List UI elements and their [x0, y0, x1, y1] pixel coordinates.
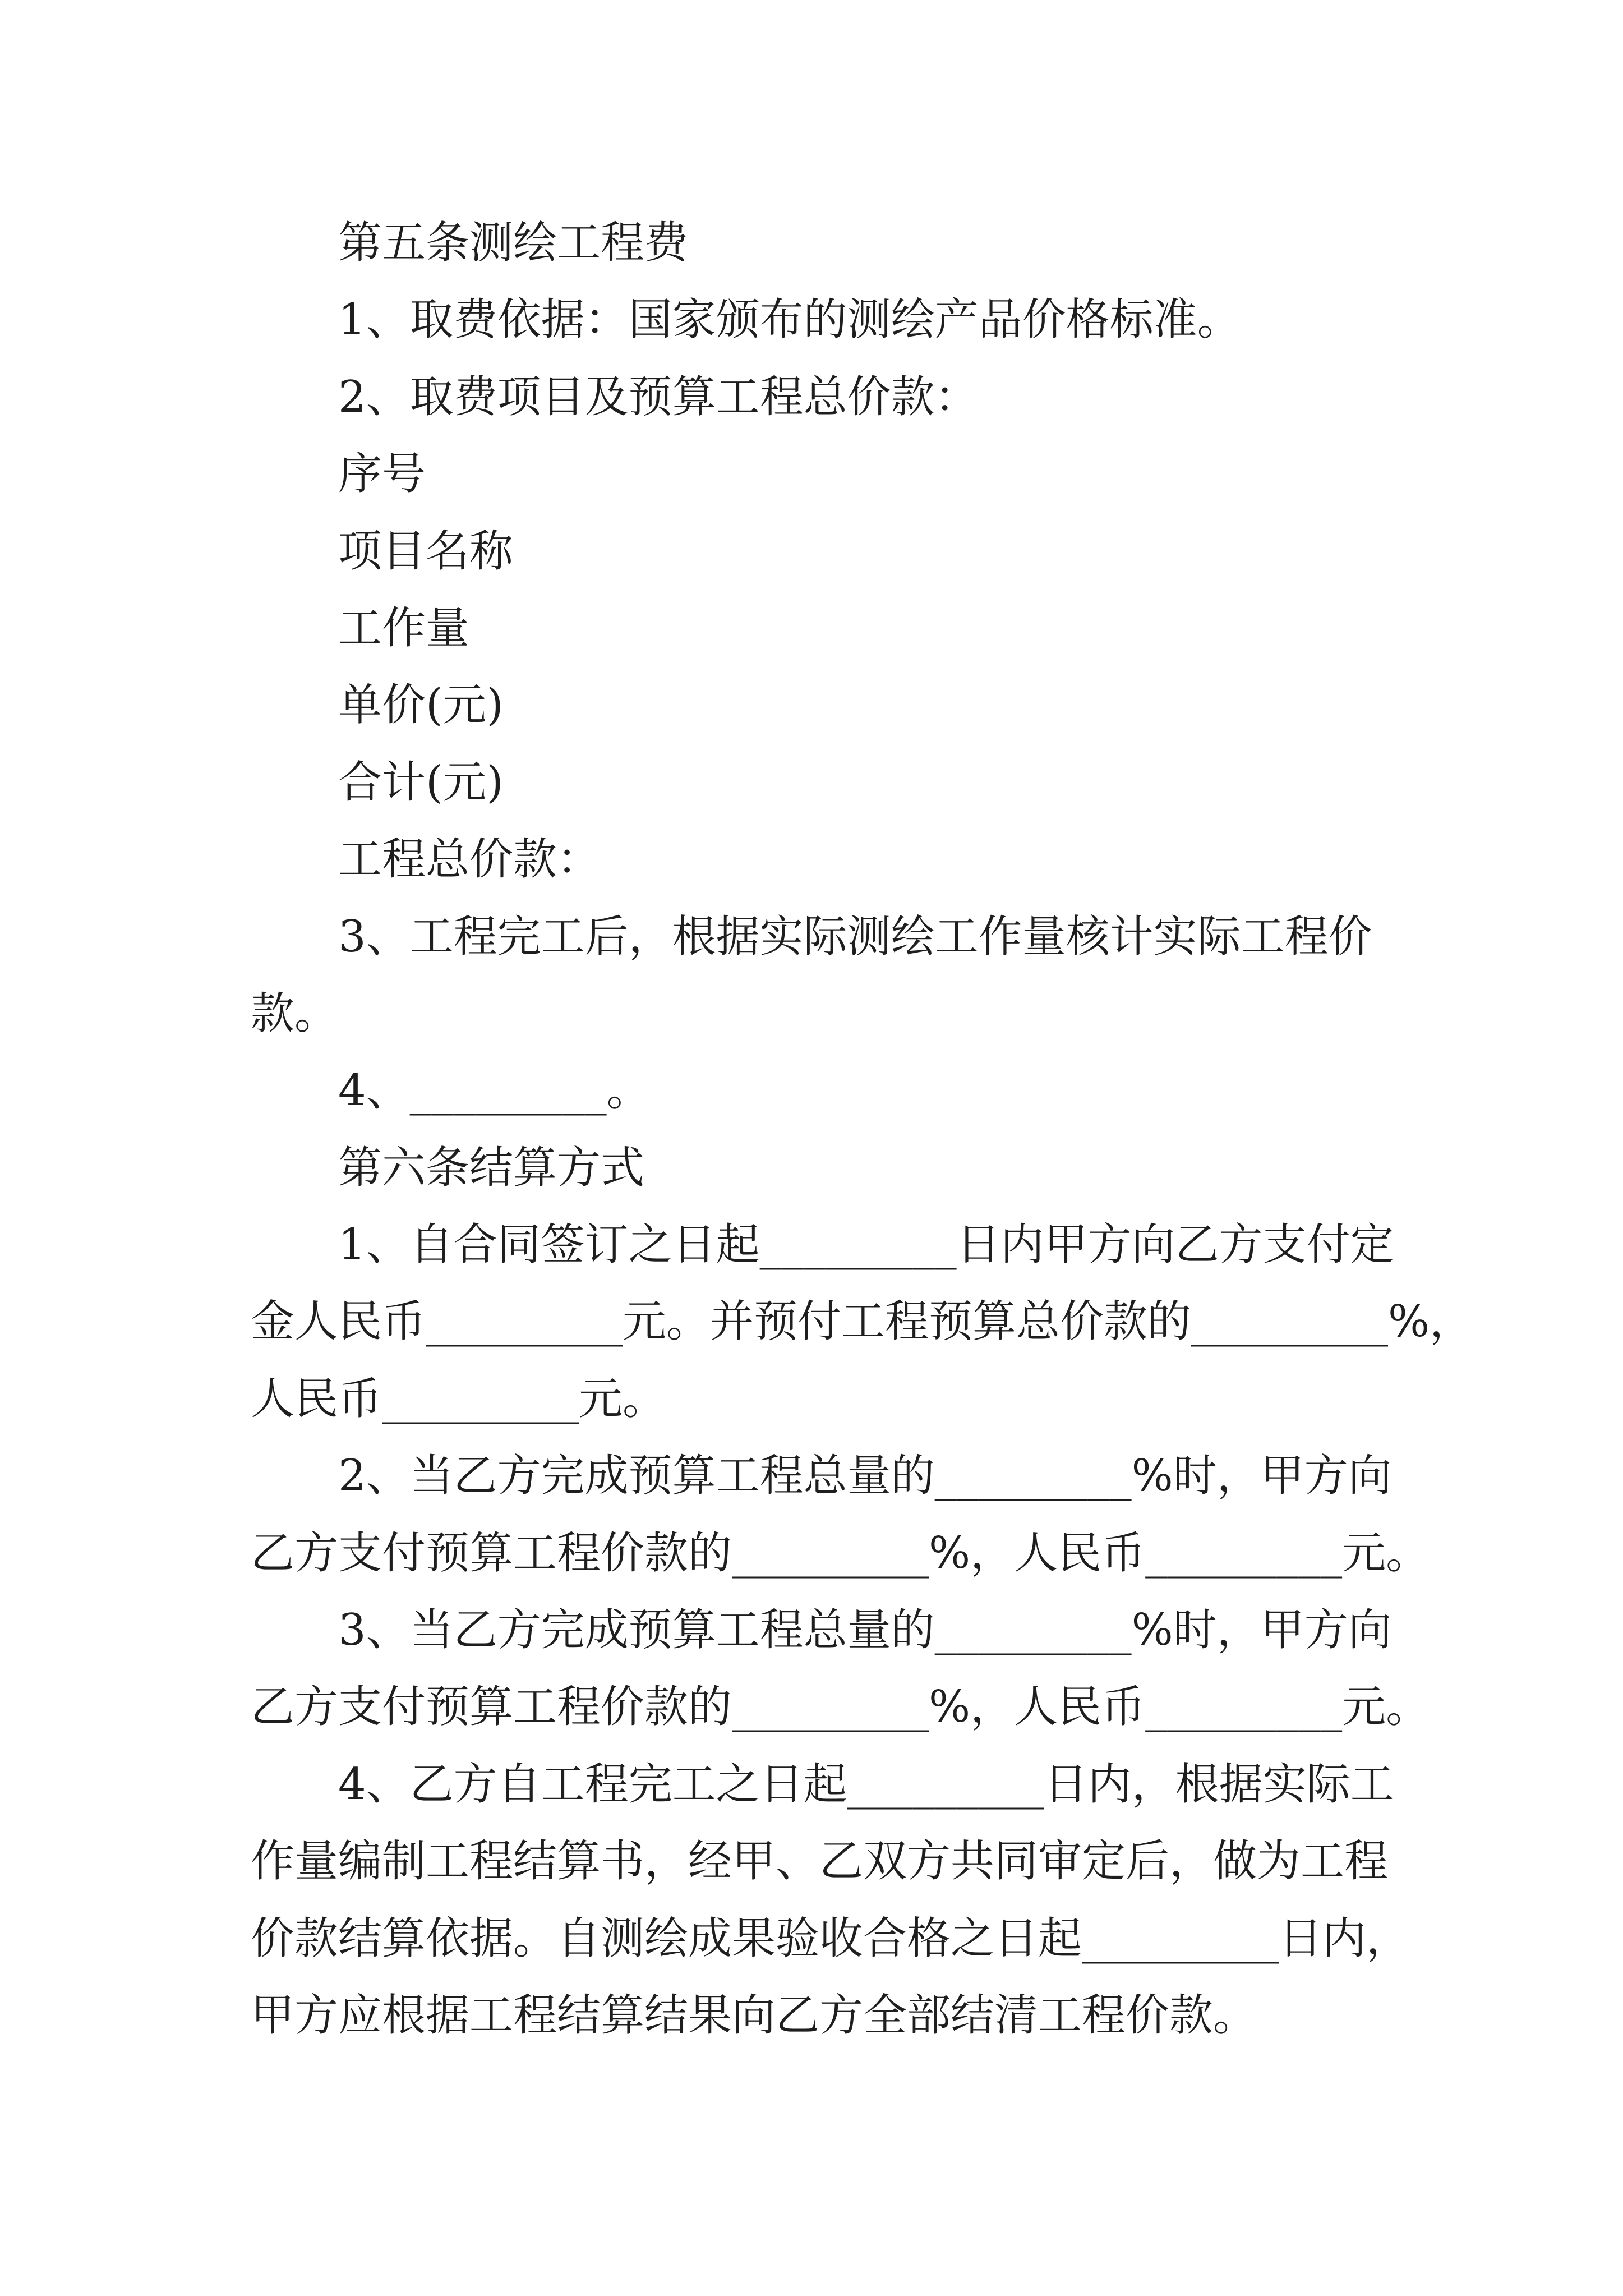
text-line: 3、工程完工后，根据实际测绘工作量核计实际工程价: [338, 911, 1372, 962]
text-line: 工程总价款：: [338, 834, 601, 885]
clause-item: [251, 1052, 1484, 1129]
text-line: 第五条测绘工程费: [338, 218, 689, 268]
text-line: 合计(元): [338, 757, 504, 808]
table-header-item: [251, 590, 1484, 667]
text-line: 价款结算依据。自测绘成果验收合格之日起_________日内，: [251, 1913, 1410, 1964]
table-header-item: [251, 513, 1484, 590]
text-line: 第六条结算方式: [338, 1142, 645, 1193]
text-line: 金人民币_________元。并预付工程预算总价款的_________%，: [251, 1296, 1474, 1347]
document-body: [251, 205, 1484, 2054]
clause-item: [251, 359, 1484, 436]
text-line: 项目名称: [338, 526, 514, 577]
table-header-item: [251, 667, 1484, 744]
text-line: 4、_________。: [338, 1065, 651, 1116]
clause-item: [251, 1438, 1484, 1592]
table-header-item: [251, 436, 1484, 513]
text-line: 2、取费项目及预算工程总价款：: [338, 371, 979, 422]
text-line: 乙方支付预算工程价款的_________%，人民币_________元。: [251, 1682, 1430, 1733]
text-line: 人民币_________元。: [251, 1373, 667, 1424]
article-heading: [251, 205, 1484, 282]
clause-item: [251, 1746, 1484, 2055]
text-line: 序号: [338, 449, 426, 500]
text-line: 4、乙方自工程完工之日起_________日内，根据实际工: [338, 1759, 1394, 1810]
total-price-label: [251, 821, 1484, 898]
text-line: 1、取费依据：国家颁布的测绘产品价格标准。: [338, 295, 1241, 346]
clause-item: [251, 1592, 1484, 1746]
table-header-item: [251, 744, 1484, 821]
text-line: 1、自合同签订之日起_________日内甲方向乙方支付定: [338, 1220, 1394, 1271]
text-line: 3、当乙方完成预算工程总量的_________%时，甲方向: [338, 1605, 1392, 1656]
text-line: 2、当乙方完成预算工程总量的_________%时，甲方向: [338, 1451, 1392, 1502]
article-heading: [251, 1130, 1484, 1207]
text-line: 款。: [251, 988, 339, 1039]
clause-item: [251, 1207, 1484, 1438]
text-line: 作量编制工程结算书，经甲、乙双方共同审定后，做为工程: [251, 1836, 1389, 1887]
text-line: 甲方应根据工程结算结果向乙方全部结清工程价款。: [251, 1990, 1257, 2041]
clause-item: [251, 282, 1484, 358]
text-line: 乙方支付预算工程价款的_________%，人民币_________元。: [251, 1527, 1430, 1579]
text-line: 工作量: [338, 602, 470, 654]
clause-item: [251, 899, 1484, 1053]
text-line: 单价(元): [338, 680, 504, 731]
